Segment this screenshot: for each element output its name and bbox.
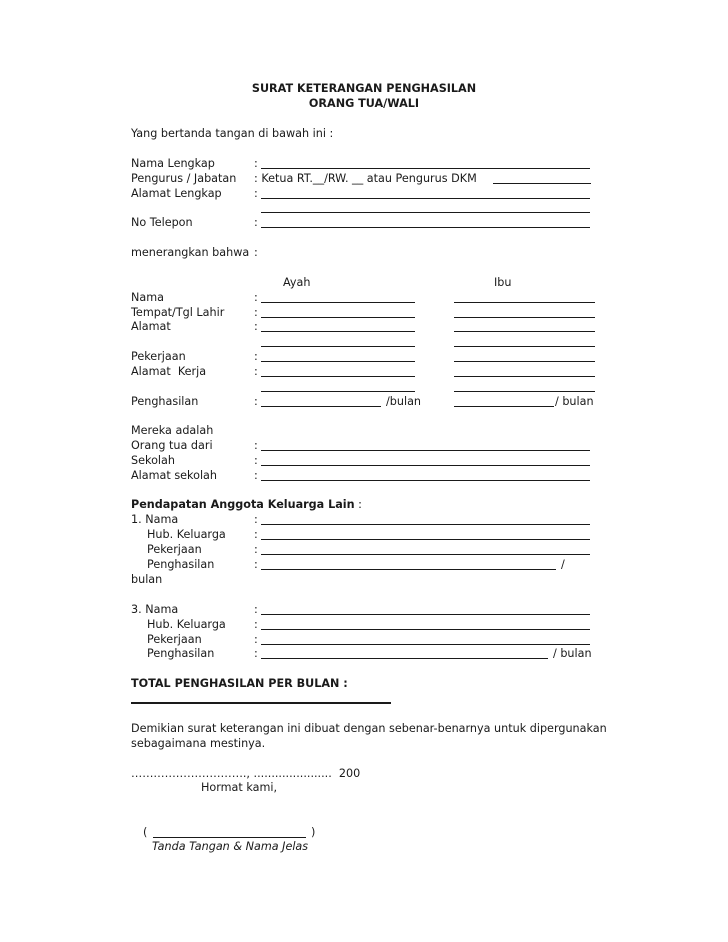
colon: : bbox=[254, 157, 258, 170]
document-title: SURAT KETERANGAN PENGHASILAN bbox=[251, 82, 477, 95]
field-alamat-kerja-ibu[interactable] bbox=[454, 376, 595, 377]
m3-bulan: / bulan bbox=[553, 647, 592, 660]
colon: : bbox=[254, 306, 258, 319]
label-alamat-lengkap: Alamat Lengkap bbox=[131, 187, 222, 200]
column-ayah: Ayah bbox=[283, 276, 311, 289]
per-bulan-ayah: /bulan bbox=[386, 395, 422, 408]
field-ttl-ibu[interactable] bbox=[454, 317, 595, 318]
label-penghasilan: Penghasilan bbox=[131, 395, 199, 408]
colon: : bbox=[254, 469, 258, 482]
colon: : bbox=[254, 558, 258, 571]
label-m1-hub: Hub. Keluarga bbox=[147, 528, 226, 541]
field-alamat-lengkap[interactable] bbox=[261, 198, 590, 199]
place-date: …………………………., ...................... 200 bbox=[131, 767, 361, 780]
field-alamat-ayah[interactable] bbox=[261, 331, 415, 332]
closing-line-1: Demikian surat keterangan ini dibuat dengan sebenar-benarnya untuk dipergunakan bbox=[131, 722, 607, 735]
field-alamat-kerja-ayah-2[interactable] bbox=[261, 391, 415, 392]
label-nama: Nama bbox=[131, 291, 164, 304]
label-m1-pekerjaan: Pekerjaan bbox=[147, 543, 202, 556]
field-m1-pekerjaan[interactable] bbox=[261, 554, 590, 555]
sign-open-paren: ( bbox=[143, 826, 148, 839]
colon: : bbox=[254, 320, 258, 333]
field-m1-hub[interactable] bbox=[261, 539, 590, 540]
colon: : bbox=[254, 291, 258, 304]
colon: : bbox=[254, 365, 258, 378]
label-m3-nama: 3. Nama bbox=[131, 603, 179, 616]
label-m1-nama: 1. Nama bbox=[131, 513, 179, 526]
field-ttl-ayah[interactable] bbox=[261, 317, 415, 318]
document-subtitle: ORANG TUA/WALI bbox=[308, 97, 420, 110]
label-alamat: Alamat bbox=[131, 320, 171, 333]
label-sekolah: Sekolah bbox=[131, 454, 175, 467]
label-m3-pekerjaan: Pekerjaan bbox=[147, 633, 202, 646]
label-alamat-sekolah: Alamat sekolah bbox=[131, 469, 218, 482]
family-heading-colon: : bbox=[354, 498, 362, 511]
label-m3-penghasilan: Penghasilan bbox=[147, 647, 215, 660]
field-pekerjaan-ibu[interactable] bbox=[454, 361, 595, 362]
colon: : bbox=[254, 618, 258, 631]
label-pengurus: Pengurus / Jabatan bbox=[131, 172, 237, 185]
per-bulan-ibu: / bulan bbox=[555, 395, 594, 408]
label-no-telepon: No Telepon bbox=[131, 216, 193, 229]
label-alamat-kerja: Alamat Kerja bbox=[131, 365, 207, 378]
colon: : bbox=[254, 633, 258, 646]
field-pengurus[interactable] bbox=[493, 183, 591, 184]
label-ttl: Tempat/Tgl Lahir bbox=[131, 306, 225, 319]
field-penghasilan-ibu[interactable] bbox=[454, 406, 554, 407]
sign-close-paren: ) bbox=[311, 826, 316, 839]
field-m1-nama[interactable] bbox=[261, 524, 590, 525]
label-m1-penghasilan: Penghasilan bbox=[147, 558, 215, 571]
field-nama-lengkap[interactable] bbox=[261, 168, 590, 169]
field-penghasilan-ayah[interactable] bbox=[261, 406, 381, 407]
field-nama-ayah[interactable] bbox=[261, 302, 415, 303]
family-heading-row bbox=[131, 498, 362, 512]
field-m3-nama[interactable] bbox=[261, 614, 590, 615]
colon: : bbox=[254, 216, 258, 229]
field-m3-penghasilan[interactable] bbox=[261, 658, 548, 659]
m1-slash: / bbox=[561, 558, 565, 571]
signature-line[interactable] bbox=[153, 837, 306, 838]
colon: : bbox=[254, 647, 258, 660]
label-nama-lengkap: Nama Lengkap bbox=[131, 157, 215, 170]
colon: : bbox=[254, 603, 258, 616]
field-m3-hub[interactable] bbox=[261, 629, 590, 630]
field-sekolah[interactable] bbox=[261, 465, 590, 466]
field-alamat-ayah-2[interactable] bbox=[261, 346, 415, 347]
field-alamat-lengkap-2[interactable] bbox=[261, 212, 590, 213]
label-pekerjaan: Pekerjaan bbox=[131, 350, 186, 363]
colon: : bbox=[254, 246, 258, 259]
label-mereka-adalah: Mereka adalah bbox=[131, 424, 214, 437]
column-ibu: Ibu bbox=[494, 276, 512, 289]
pengurus-value: : Ketua RT.__/RW. __ atau Pengurus DKM bbox=[254, 172, 477, 185]
field-pekerjaan-ayah[interactable] bbox=[261, 361, 415, 362]
label-menerangkan: menerangkan bahwa bbox=[131, 246, 250, 259]
family-heading: Pendapatan Anggota Keluarga Lain bbox=[131, 498, 355, 511]
field-alamat-kerja-ibu-2[interactable] bbox=[454, 391, 595, 392]
colon: : bbox=[254, 543, 258, 556]
label-m3-hub: Hub. Keluarga bbox=[147, 618, 226, 631]
field-alamat-ibu-2[interactable] bbox=[454, 346, 595, 347]
colon: : bbox=[254, 350, 258, 363]
signature-caption: Tanda Tangan & Nama Jelas bbox=[152, 840, 309, 853]
colon: : bbox=[254, 454, 258, 467]
hormat-kami: Hormat kami, bbox=[201, 781, 278, 794]
colon: : bbox=[254, 439, 258, 452]
colon: : bbox=[254, 187, 258, 200]
colon: : bbox=[254, 513, 258, 526]
field-nama-ibu[interactable] bbox=[454, 302, 595, 303]
field-total[interactable] bbox=[131, 702, 391, 704]
field-alamat-sekolah[interactable] bbox=[261, 480, 590, 481]
field-m3-pekerjaan[interactable] bbox=[261, 644, 590, 645]
colon: : bbox=[254, 528, 258, 541]
total-label: TOTAL PENGHASILAN PER BULAN : bbox=[131, 677, 348, 690]
field-alamat-kerja-ayah[interactable] bbox=[261, 376, 415, 377]
field-no-telepon[interactable] bbox=[261, 227, 590, 228]
field-alamat-ibu[interactable] bbox=[454, 331, 595, 332]
field-orang-tua-dari[interactable] bbox=[261, 450, 590, 451]
label-orang-tua-dari: Orang tua dari bbox=[131, 439, 213, 452]
intro-text: Yang bertanda tangan di bawah ini : bbox=[131, 127, 334, 140]
field-m1-penghasilan[interactable] bbox=[261, 569, 556, 570]
colon: : bbox=[254, 395, 258, 408]
m1-bulan: bulan bbox=[131, 573, 163, 586]
closing-line-2: sebagaimana mestinya. bbox=[131, 737, 266, 750]
